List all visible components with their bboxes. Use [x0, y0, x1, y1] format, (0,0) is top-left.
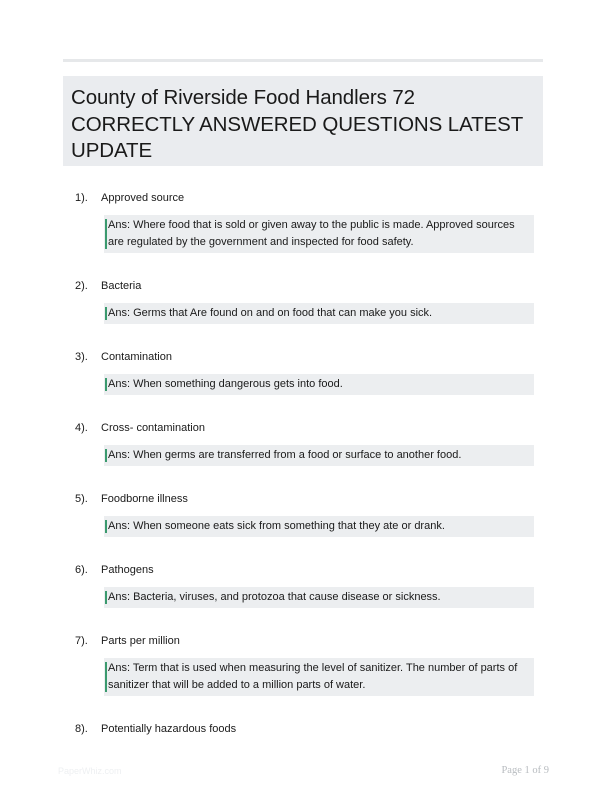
- qa-item: [63, 348, 543, 419]
- qa-item: [63, 189, 543, 277]
- question-row: [63, 561, 543, 579]
- qa-item: [63, 632, 543, 720]
- answer-box: Ans: Where food that is sold or given away to the public is made. Approved sources are regulated by the government and inspected for food safety.: [104, 215, 534, 253]
- question-number: 7).: [75, 635, 88, 647]
- title-block: [63, 76, 543, 166]
- answer-box: Ans: Term that is used when measuring the level of sanitizer. The number of parts of sanitizer that will be added to a million parts of water.: [104, 658, 534, 696]
- qa-item: [63, 561, 543, 632]
- answer-box: Ans: When something dangerous gets into food.: [104, 374, 534, 395]
- page-indicator: Page 1 of 9: [501, 765, 549, 776]
- question-text: Pathogens: [101, 564, 154, 576]
- question-row: [63, 720, 543, 738]
- question-number: 1).: [75, 192, 88, 204]
- qa-item: [63, 720, 543, 738]
- question-row: [63, 632, 543, 650]
- answer-box: Ans: When someone eats sick from something that they ate or drank.: [104, 516, 534, 537]
- question-number: 3).: [75, 351, 88, 363]
- answer-box: Ans: When germs are transferred from a food or surface to another food.: [104, 445, 534, 466]
- question-text: Bacteria: [101, 280, 142, 292]
- question-number: 5).: [75, 493, 88, 505]
- question-text: Cross- contamination: [101, 422, 205, 434]
- question-text: Contamination: [101, 351, 172, 363]
- question-text: Potentially hazardous foods: [101, 723, 237, 735]
- footer-watermark: PaperWhiz.com: [58, 766, 122, 776]
- qa-item: [63, 490, 543, 561]
- question-text: Foodborne illness: [101, 493, 188, 505]
- question-text: Approved source: [101, 192, 185, 204]
- question-row: [63, 348, 543, 366]
- question-row: [63, 277, 543, 295]
- question-text: Parts per million: [101, 635, 180, 647]
- question-row: [63, 189, 543, 207]
- question-number: 6).: [75, 564, 88, 576]
- qa-item: [63, 419, 543, 490]
- question-number: 4).: [75, 422, 88, 434]
- qa-item: [63, 277, 543, 348]
- question-number: 8).: [75, 723, 88, 735]
- answer-box: Ans: Germs that Are found on and on food that can make you sick.: [104, 303, 534, 324]
- top-divider: [63, 59, 543, 62]
- question-row: [63, 490, 543, 508]
- question-number: 2).: [75, 280, 88, 292]
- qa-list: [63, 189, 543, 738]
- answer-box: Ans: Bacteria, viruses, and protozoa that cause disease or sickness.: [104, 587, 534, 608]
- question-row: [63, 419, 543, 437]
- document-title: County of Riverside Food Handlers 72 CORRECTLY ANSWERED QUESTIONS LATEST UPDATE: [71, 86, 523, 162]
